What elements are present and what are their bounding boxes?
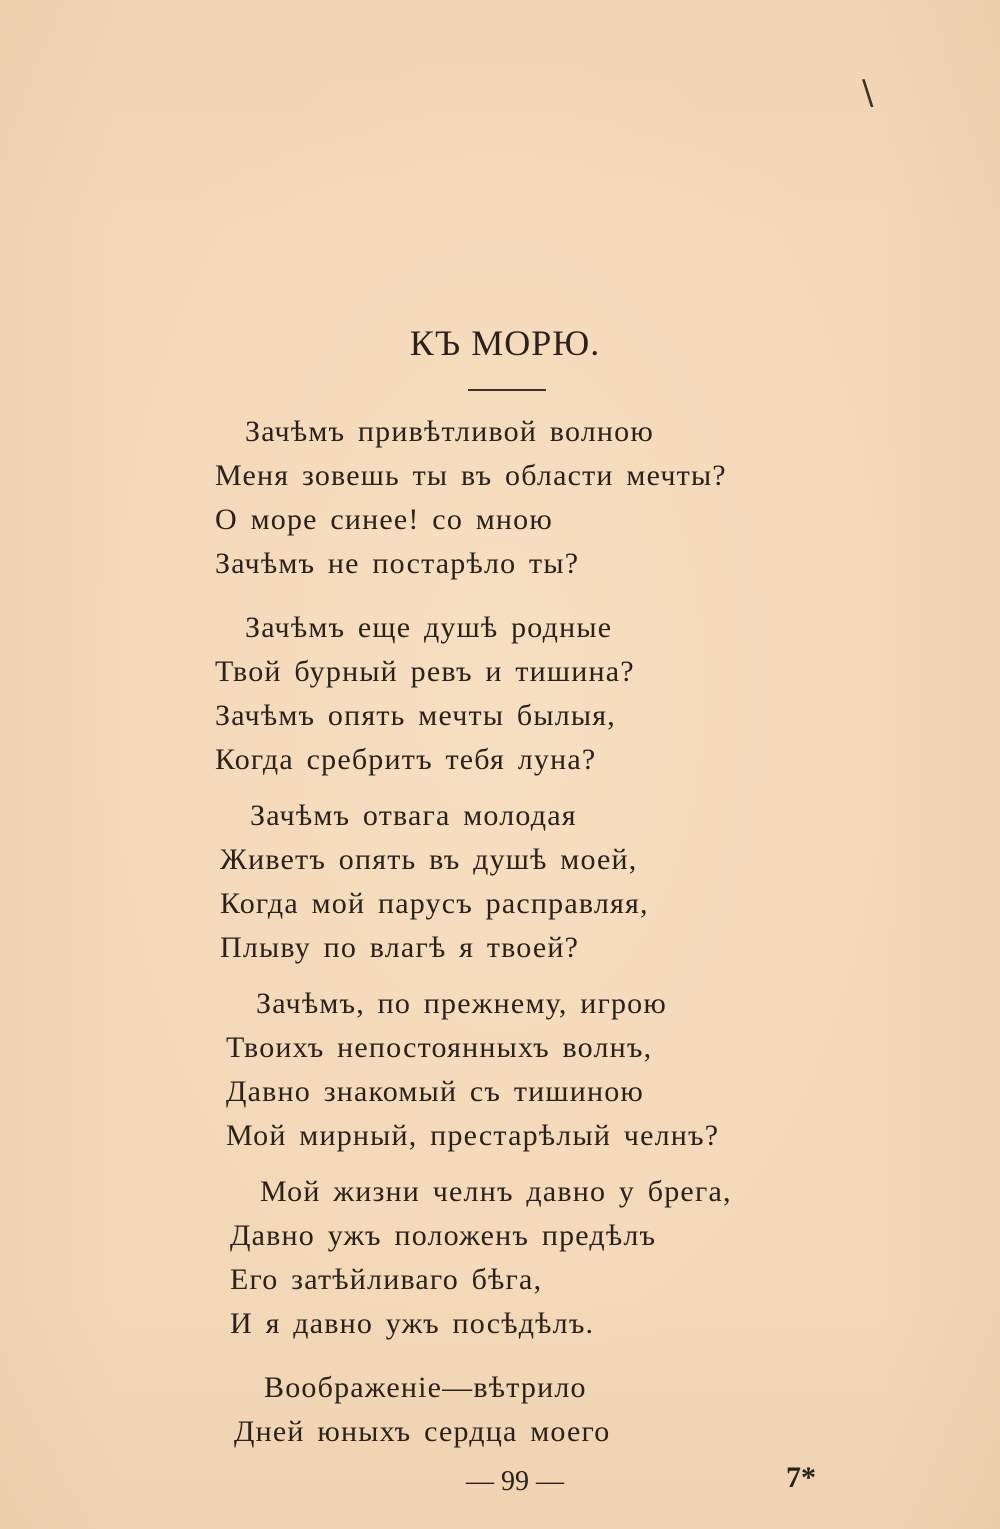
- verse-line: Зачѣмъ привѣтливой волною: [245, 415, 654, 448]
- verse-line: Воображеніе—вѣтрило: [264, 1371, 587, 1404]
- verse-line: Меня зовешь ты въ области мечты?: [215, 459, 727, 492]
- verse-line: Когда сребритъ тебя луна?: [215, 743, 597, 776]
- verse-line: Мой мирный, престарѣлый челнъ?: [226, 1119, 720, 1152]
- page-number: — 99 —: [466, 1466, 564, 1497]
- title-rule: [468, 389, 546, 391]
- stanza-3: [220, 794, 649, 970]
- poem-title: КЪ МОРЮ.: [409, 323, 601, 363]
- signature-mark: 7*: [786, 1461, 816, 1494]
- verse-line: Зачѣмъ еще душѣ родные: [245, 611, 613, 644]
- stanza-5: [230, 1170, 732, 1346]
- verse-line: Дней юныхъ сердца моего: [234, 1415, 611, 1448]
- stanza-2: [215, 606, 635, 782]
- verse-line: Зачѣмъ опять мечты былыя,: [215, 699, 616, 732]
- verse-line: Зачѣмъ, по прежнему, игрою: [256, 987, 667, 1020]
- verse-line: Твоихъ непостоянныхъ волнъ,: [226, 1031, 653, 1064]
- verse-line: Его затѣйливаго бѣга,: [230, 1263, 543, 1296]
- stanza-1: [215, 410, 727, 586]
- verse-line: Давно знакомый съ тишиною: [226, 1075, 645, 1108]
- verse-line: Мой жизни челнъ давно у брега,: [260, 1175, 732, 1208]
- stanza-4: [226, 982, 719, 1158]
- verse-line: О море синее! со мною: [215, 503, 553, 536]
- verse-line: Твой бурный ревъ и тишина?: [215, 655, 635, 688]
- verse-line: Плыву по влагѣ я твоей?: [220, 931, 580, 964]
- verse-line: И я давно ужъ посѣдѣлъ.: [230, 1307, 595, 1340]
- stanza-6: [234, 1366, 610, 1454]
- verse-line: Когда мой парусъ расправляя,: [220, 887, 649, 920]
- corner-mark: \: [862, 73, 874, 113]
- verse-line: Зачѣмъ не постарѣло ты?: [215, 547, 580, 580]
- verse-line: Зачѣмъ отвага молодая: [250, 799, 577, 832]
- verse-line: Давно ужъ положенъ предѣлъ: [230, 1219, 657, 1252]
- verse-line: Живетъ опять въ душѣ моей,: [220, 843, 638, 876]
